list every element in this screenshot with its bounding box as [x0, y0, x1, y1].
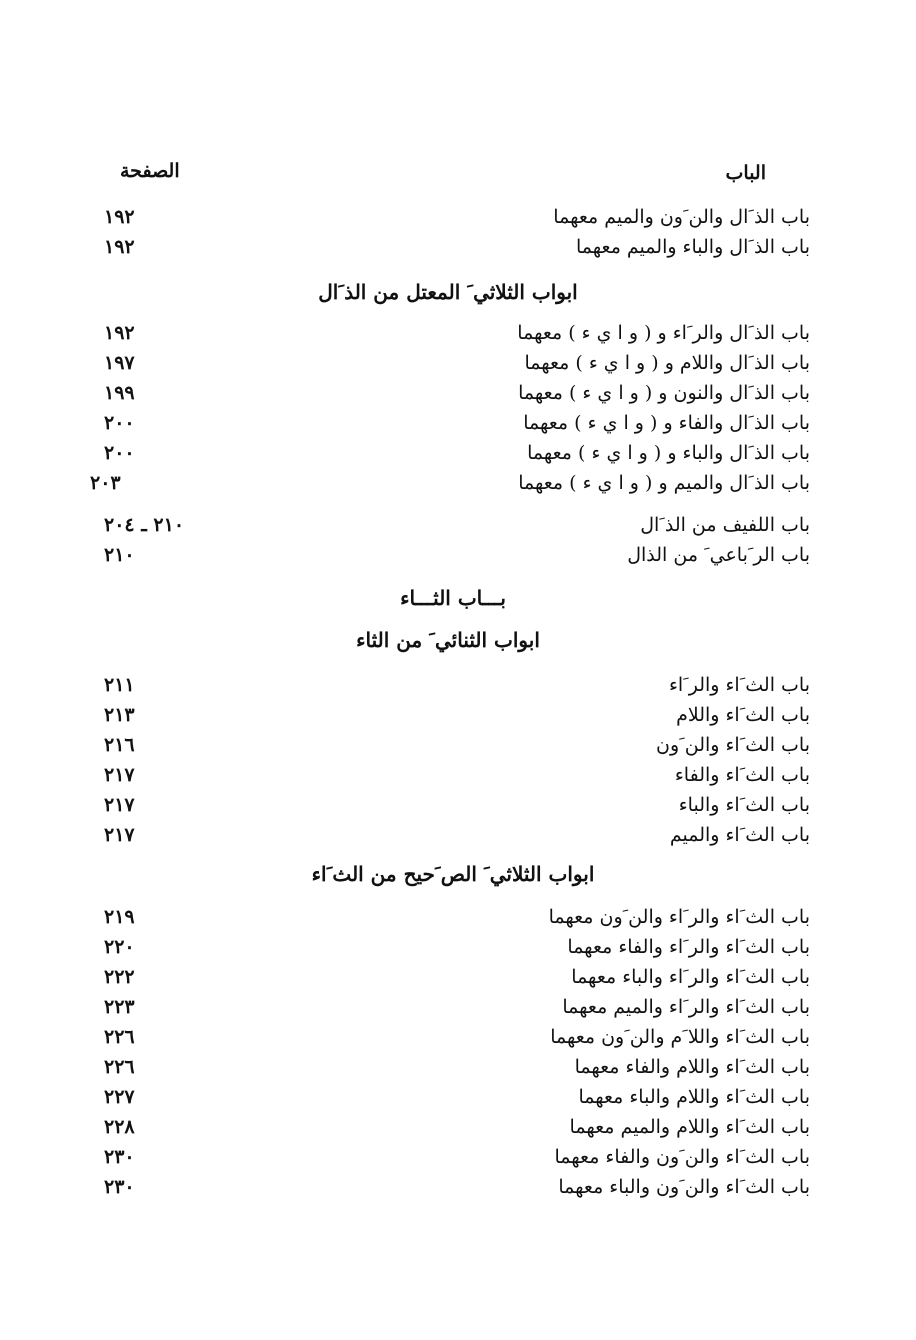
entry-title: باب الذ َال والباء والميم معهما: [576, 236, 810, 258]
entry-page: ٢٢٨: [104, 1116, 135, 1138]
toc-entry[interactable]: [80, 670, 810, 700]
entry-page: ٢١٣: [104, 704, 135, 726]
toc-entry[interactable]: [80, 902, 810, 932]
chapter-heading: بـــاب الثـــاء: [400, 586, 506, 610]
toc-entry[interactable]: [80, 348, 810, 378]
entry-title: باب اللفيف من الذ َال: [640, 514, 810, 536]
toc-entry[interactable]: [80, 962, 810, 992]
entry-title: باب الث َاء والر َاء والميم معهما: [562, 996, 810, 1018]
entry-page: ٢٣٠: [104, 1146, 135, 1168]
entry-page: ٢٢٢: [104, 966, 135, 988]
entry-page: ٢١٧: [104, 794, 135, 816]
section-heading: ابواب الثنائي َ من الثاء: [356, 628, 540, 652]
toc-entry[interactable]: [80, 730, 810, 760]
entry-title: باب الذ َال والر َاء و ( و ا ي ء ) معهما: [517, 322, 810, 344]
entry-title: باب الذ َال والفاء و ( و ا ي ء ) معهما: [523, 412, 810, 434]
entry-page: ٢٢٧: [104, 1086, 135, 1108]
page-column-header: الصفحة: [120, 160, 180, 182]
entry-title: باب الث َاء والر َاء: [668, 674, 810, 696]
entry-title: باب الذ َال والن َون والميم معهما: [553, 206, 810, 228]
entry-page: ١٩٧: [104, 352, 135, 374]
chapter-column-header: الباب: [725, 162, 766, 184]
section-heading: ابواب الثلاثي َ المعتل من الذ َال: [318, 280, 578, 304]
entry-title: باب الث َاء والر َاء والباء معهما: [571, 966, 810, 988]
entry-page: ١٩٢: [104, 236, 135, 258]
toc-entry[interactable]: [80, 510, 810, 540]
toc-entry[interactable]: [80, 1022, 810, 1052]
entry-title: باب الث َاء والفاء: [674, 764, 810, 786]
toc-entry[interactable]: [80, 408, 810, 438]
entry-title: باب الر َباعي َ من الذال: [627, 544, 810, 566]
toc-entry[interactable]: [80, 932, 810, 962]
entry-page: ٢١١: [104, 674, 135, 696]
entry-title: باب الث َاء والن َون والباء معهما: [558, 1176, 810, 1198]
entry-title: باب الث َاء واللام والميم معهما: [569, 1116, 810, 1138]
entry-title: باب الث َاء والباء: [678, 794, 810, 816]
entry-title: باب الذ َال والنون و ( و ا ي ء ) معهما: [518, 382, 810, 404]
entry-title: باب الذ َال والميم و ( و ا ي ء ) معهما: [518, 472, 810, 494]
entry-title: باب الث َاء والن َون والفاء معهما: [554, 1146, 810, 1168]
section-heading: ابواب الثلاثي َ الص َحيح من الث َاء: [311, 862, 595, 886]
toc-entry[interactable]: [80, 1142, 810, 1172]
toc-entry[interactable]: [80, 318, 810, 348]
toc-entry[interactable]: [80, 378, 810, 408]
entry-title: باب الث َاء واللام والباء معهما: [578, 1086, 810, 1108]
entry-page: ٢١٩: [104, 906, 135, 928]
entry-page: ٢٢٦: [104, 1026, 135, 1048]
toc-entry[interactable]: [80, 760, 810, 790]
entry-page: ٢٠٣: [90, 472, 121, 494]
entry-title: باب الث َاء واللام والفاء معهما: [574, 1056, 810, 1078]
toc-entry[interactable]: [80, 232, 810, 262]
entry-page: ٢١٠: [104, 544, 135, 566]
entry-title: باب الذ َال والباء و ( و ا ي ء ) معهما: [527, 442, 810, 464]
entry-page: ٢٢٦: [104, 1056, 135, 1078]
toc-entry[interactable]: [80, 992, 810, 1022]
entry-page: ٢١٦: [104, 734, 135, 756]
entry-title: باب الث َاء والن َون: [656, 734, 810, 756]
entry-page: ٢٠٠: [104, 442, 135, 464]
toc-entry[interactable]: [80, 1112, 810, 1142]
toc-entry[interactable]: [80, 540, 810, 570]
entry-title: باب الث َاء واللام: [676, 704, 810, 726]
entry-title: باب الث َاء واللا َم والن َون معهما: [550, 1026, 810, 1048]
toc-entry[interactable]: [80, 790, 810, 820]
toc-entry[interactable]: [80, 1052, 810, 1082]
entry-page: ٢٣٠: [104, 1176, 135, 1198]
entry-title: باب الث َاء والميم: [669, 824, 810, 846]
toc-entry[interactable]: [80, 820, 810, 850]
toc-entry[interactable]: [80, 468, 810, 498]
entry-page: ١٩٢: [104, 206, 135, 228]
toc-entry[interactable]: [80, 438, 810, 468]
entry-page: ١٩٢: [104, 322, 135, 344]
toc-entry[interactable]: [80, 1082, 810, 1112]
entry-page: ٢١٧: [104, 764, 135, 786]
entry-page: ١٩٩: [104, 382, 135, 404]
entry-title: باب الث َاء والر َاء والن َون معهما: [548, 906, 810, 928]
entry-title: باب الذ َال واللام و ( و ا ي ء ) معهما: [524, 352, 810, 374]
entry-page: ٢٢٠: [104, 936, 135, 958]
toc-entry[interactable]: [80, 202, 810, 232]
entry-page: ٢٠٠: [104, 412, 135, 434]
entry-page: ٢١٧: [104, 824, 135, 846]
toc-entry[interactable]: [80, 1172, 810, 1202]
toc-entry[interactable]: [80, 700, 810, 730]
entry-title: باب الث َاء والر َاء والفاء معهما: [567, 936, 810, 958]
entry-page: ٢٢٣: [104, 996, 135, 1018]
entry-page-range: ٢١٠ ـ ٢٠٤: [104, 514, 185, 536]
